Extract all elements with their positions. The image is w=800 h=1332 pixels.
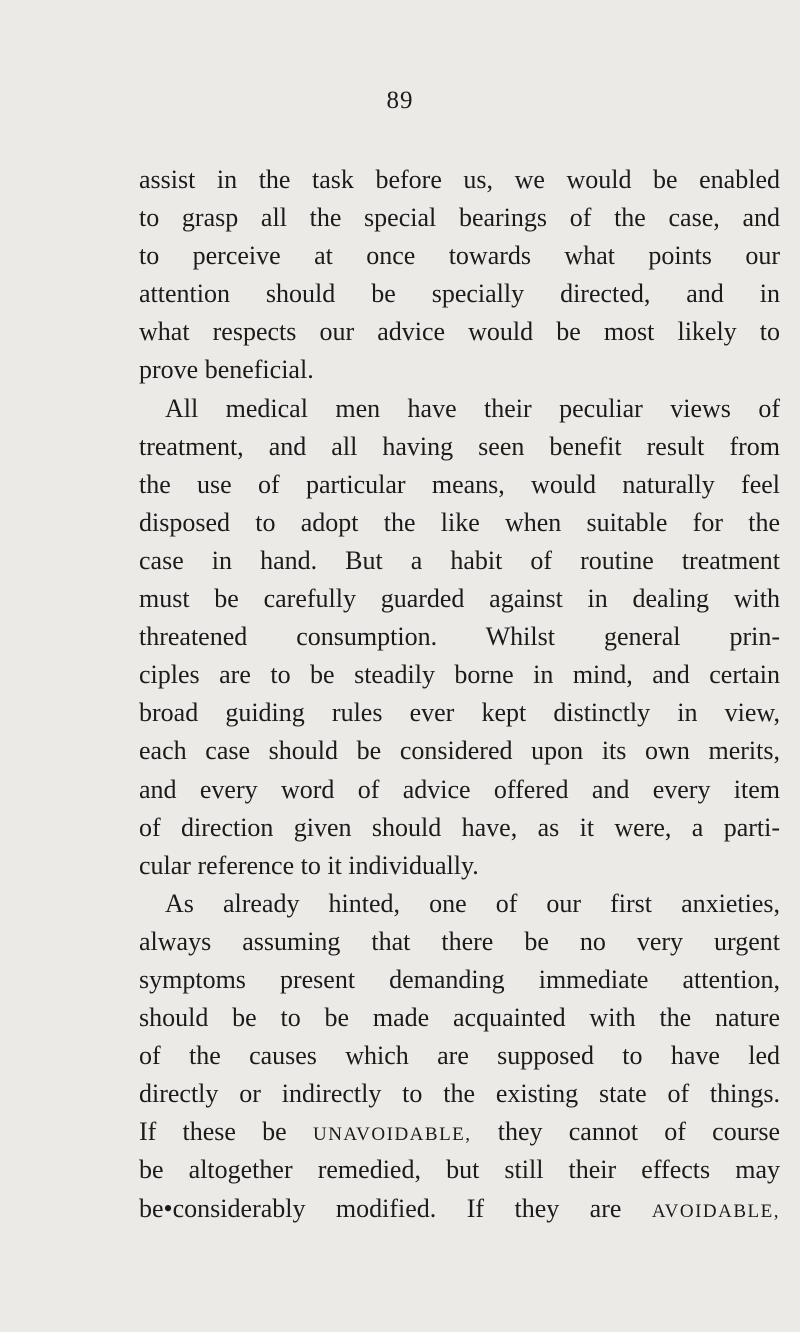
text-line: broad guiding rules ever kept distinctly in view, [139,698,780,728]
text-line: As already hinted, one of our first anxieties, [165,888,780,918]
text-line: to grasp all the special bearings of the case, and [139,203,780,233]
page-number: 89 [386,87,414,114]
text-line: assist in the task before us, we would be enabled [139,165,780,194]
smallcaps-word: UNAVOIDABLE, [312,1124,472,1146]
text-line: what respects our advice would be most likely to [139,317,780,347]
text-line: be altogether remedied, but still their effects may [139,1155,780,1185]
text-line: of direction given should have, as it were, a parti- [139,812,780,842]
text-line: treatment, and all having seen benefit result from [139,431,780,461]
text-line: each case should be considered upon its own merits, [139,736,780,766]
text-line: symptoms present demanding immediate attention, [139,964,780,994]
text-line: ciples are to be steadily borne in mind, and certain [139,660,780,690]
text-line: must be carefully guarded against in dealing with [139,584,780,614]
text-line: to perceive at once towards what points our [139,241,780,271]
text-line: directly or indirectly to the existing state of things. [139,1079,780,1109]
text-line: prove beneficial. [139,355,314,385]
text-line [139,1190,780,1228]
text-line: case in hand. But a habit of routine treatment [139,545,780,575]
text-line: All medical men have their peculiar views of [165,393,780,423]
text-span: be•considerably modified. If they are [139,1193,622,1223]
text-line: the use of particular means, would naturally feel [139,469,780,499]
text-line: and every word of advice offered and every item [139,774,780,804]
text-line: always assuming that there be no very urgent [139,926,780,956]
smallcaps-word: AVOIDABLE, [651,1200,780,1222]
text-line: attention should be specially directed, and in [139,279,780,309]
body-text [139,161,780,1228]
text-span: they cannot of course [497,1117,781,1147]
text-span: If these be [139,1117,287,1147]
text-line: threatened consumption. Whilst general prin- [139,622,780,652]
text-line [139,1113,780,1151]
text-line: should be to be made acquainted with the nature [139,1003,780,1033]
text-line: of the causes which are supposed to have led [139,1041,780,1071]
text-line: cular reference to it individually. [139,850,479,880]
text-line: disposed to adopt the like when suitable for the [139,507,780,537]
